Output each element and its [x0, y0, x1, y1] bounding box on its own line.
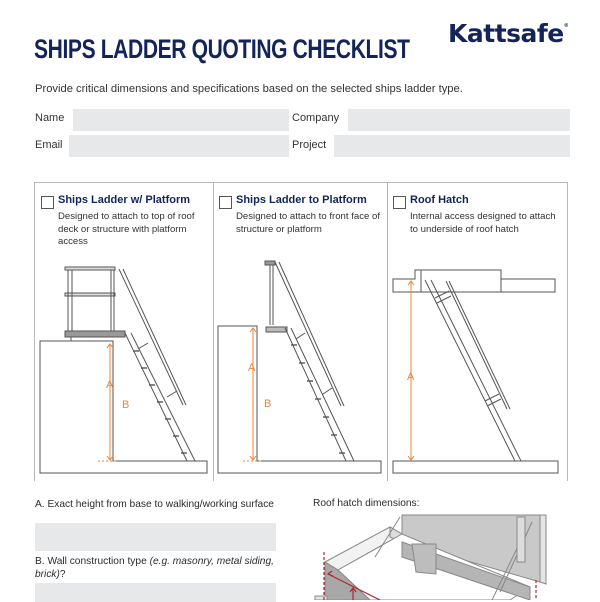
company-input[interactable]	[348, 109, 570, 131]
option-description: Designed to attach to front face of structure or platform	[236, 211, 380, 235]
option-title: Ships Ladder to Platform	[236, 194, 367, 206]
question-a-label: A. Exact height from base to walking/working surface	[35, 499, 274, 510]
ladder-type-options	[34, 182, 568, 481]
dimension-a-label: A	[106, 379, 114, 391]
roof-hatch-illustration	[310, 512, 560, 600]
name-input[interactable]	[73, 109, 289, 131]
option-title: Roof Hatch	[410, 194, 469, 206]
ladder-to-platform-diagram	[213, 183, 387, 481]
dimension-b-label: B	[122, 399, 130, 411]
registered-mark: ®	[563, 23, 569, 29]
question-b-hint: (e.g. masonry, metal siding, brick)	[35, 556, 274, 580]
name-label: Name	[35, 112, 65, 124]
option-description: Internal access designed to attach to underside of roof hatch	[410, 211, 556, 235]
page-title: SHIPS LADDER QUOTING CHECKLIST	[34, 34, 410, 64]
question-b-suffix: ?	[59, 568, 66, 580]
dimension-b-label: B	[264, 398, 272, 410]
email-input[interactable]	[69, 135, 289, 157]
intro-text: Provide critical dimensions and specifications based on the selected ships ladder type.	[35, 83, 463, 95]
project-label: Project	[292, 139, 327, 151]
dimension-a-label: A	[248, 362, 256, 374]
project-input[interactable]	[334, 135, 570, 157]
option-card-platform[interactable]	[35, 183, 214, 481]
ladder-w-platform-diagram	[35, 183, 213, 481]
email-label: Email	[35, 139, 63, 151]
kattsafe-logo	[448, 19, 568, 48]
option-title: Ships Ladder w/ Platform	[58, 194, 191, 206]
wall-construction-input[interactable]	[35, 583, 276, 602]
height-input[interactable]	[35, 523, 276, 551]
option-card-to-platform[interactable]	[213, 183, 388, 481]
dimension-a-label: A	[407, 371, 415, 383]
roof-hatch-diagram	[387, 183, 567, 481]
company-label: Company	[292, 112, 340, 124]
question-b-text: B. Wall construction type	[35, 556, 150, 567]
option-description: Designed to attach to top of roof deck or structure with platform access	[58, 211, 195, 247]
question-b-label	[35, 556, 275, 581]
roof-hatch-dimensions-label: Roof hatch dimensions:	[313, 498, 420, 509]
brand-name: Kattsafe	[448, 19, 564, 48]
option-card-roof-hatch[interactable]	[387, 183, 567, 481]
